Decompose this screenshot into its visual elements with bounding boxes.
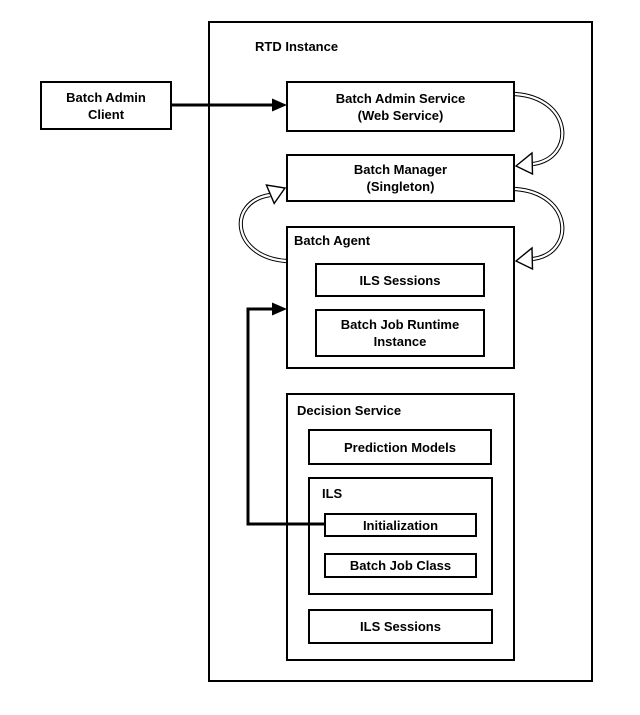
node-decision-ils-sessions (308, 609, 493, 644)
node-label: Batch Job Class (349, 558, 452, 573)
node-label: Batch Job Runtime (340, 317, 460, 332)
node-decision-service (286, 393, 515, 661)
node-label: (Web Service) (357, 107, 444, 123)
node-label: Batch Manager (353, 162, 448, 177)
node-batch-manager (286, 154, 515, 202)
decision-service-title: Decision Service (297, 403, 402, 418)
node-label: (Singleton) (366, 179, 435, 194)
ils-title: ILS (322, 486, 343, 501)
node-rtd-instance (208, 21, 593, 682)
rtd-instance-title: RTD Instance (255, 39, 339, 54)
node-label: Initialization (362, 517, 439, 533)
batch-agent-title: Batch Agent (294, 233, 371, 248)
node-batch-admin-client (40, 81, 172, 130)
node-batch-agent (286, 226, 515, 369)
node-initialization (324, 513, 477, 537)
node-label: ILS Sessions (359, 272, 441, 288)
node-label: Batch Admin Service (335, 90, 466, 106)
node-label: Client (87, 106, 125, 122)
node-label: ILS Sessions (360, 619, 441, 634)
node-label: Batch Admin (66, 89, 146, 105)
node-agent-ils-sessions (315, 263, 485, 297)
node-batch-admin-service (286, 81, 515, 132)
node-prediction-models (308, 429, 492, 465)
node-ils (308, 477, 493, 595)
node-label: Prediction Models (344, 439, 456, 455)
node-batch-job-runtime-instance (315, 309, 485, 357)
node-label: Instance (373, 334, 427, 349)
node-batch-job-class (324, 553, 477, 578)
